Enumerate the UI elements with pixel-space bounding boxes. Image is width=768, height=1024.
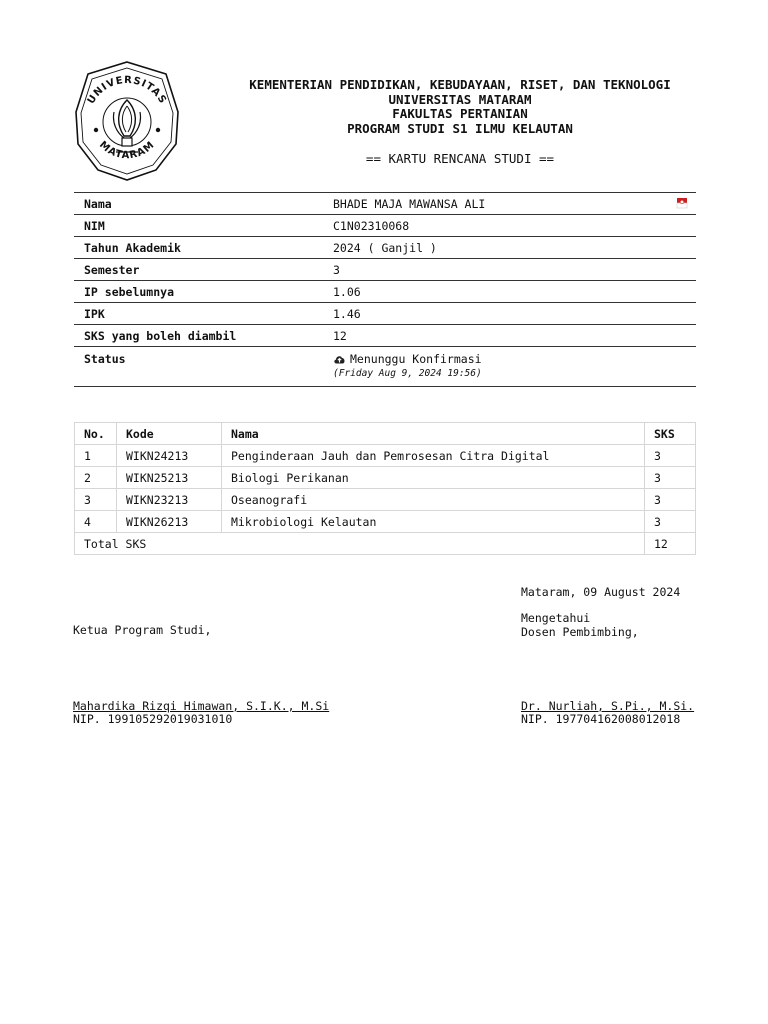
total-label: Total SKS xyxy=(75,533,645,555)
table-row xyxy=(75,467,696,489)
info-label: Tahun Akademik xyxy=(84,240,181,255)
course-sks: 3 xyxy=(645,445,696,467)
course-name: Mikrobiologi Kelautan xyxy=(222,511,645,533)
advisor-title-block xyxy=(521,611,639,639)
course-sks: 3 xyxy=(645,511,696,533)
info-label: SKS yang boleh diambil xyxy=(84,328,237,343)
info-row-sks xyxy=(74,325,696,347)
info-row-semester xyxy=(74,259,696,281)
info-row-nama xyxy=(74,193,696,215)
course-name: Penginderaan Jauh dan Pemrosesan Citra Digital xyxy=(222,445,645,467)
info-label: Semester xyxy=(84,262,140,277)
total-row xyxy=(75,533,696,555)
table-row xyxy=(75,489,696,511)
info-row-nim xyxy=(74,215,696,237)
course-no: 3 xyxy=(75,489,117,511)
head-nip: NIP. 199105292019031010 xyxy=(73,712,233,726)
course-name: Oseanografi xyxy=(222,489,645,511)
total-sks: 12 xyxy=(645,533,696,555)
info-label: Nama xyxy=(84,196,112,211)
course-code: WIKN25213 xyxy=(117,467,222,489)
col-header-no: No. xyxy=(75,423,117,445)
course-no: 4 xyxy=(75,511,117,533)
head-name: Mahardika Rizqi Himawan, S.I.K., M.Si xyxy=(73,699,330,713)
table-row xyxy=(75,445,696,467)
info-label: IP sebelumnya xyxy=(84,284,175,299)
col-header-nama: Nama xyxy=(222,423,645,445)
status-cell xyxy=(323,347,696,387)
advisor-name: Dr. Nurliah, S.Pi., M.Si. xyxy=(521,699,695,713)
course-code: WIKN24213 xyxy=(117,445,222,467)
logo-top-text: UNIVERSITAS xyxy=(85,74,169,107)
mengetahui-label: Mengetahui xyxy=(521,611,591,625)
allowed-sks: 12 xyxy=(333,328,347,343)
table-row xyxy=(75,511,696,533)
advisor-nip: NIP. 197704162008012018 xyxy=(521,712,681,726)
university-line: UNIVERSITAS MATARAM xyxy=(388,91,532,107)
student-nim: C1N02310068 xyxy=(333,218,410,233)
course-code: WIKN23213 xyxy=(117,489,222,511)
info-row-ip xyxy=(74,281,696,303)
document-title: == KARTU RENCANA STUDI == xyxy=(365,151,555,166)
col-header-sks: SKS xyxy=(645,423,696,445)
program-line: PROGRAM STUDI S1 ILMU KELAUTAN xyxy=(347,120,573,136)
advisor-title: Dosen Pembimbing, xyxy=(521,625,639,639)
info-row-tahun xyxy=(74,237,696,259)
course-no: 1 xyxy=(75,445,117,467)
student-name: BHADE MAJA MAWANSA ALI xyxy=(333,196,486,211)
previous-ip: 1.06 xyxy=(333,284,361,299)
status-timestamp: (Friday Aug 9, 2024 19:56) xyxy=(333,368,482,379)
info-row-ipk xyxy=(74,303,696,325)
advisor-signature xyxy=(521,700,694,726)
academic-year: 2024 ( Ganjil ) xyxy=(333,240,437,255)
course-code: WIKN26213 xyxy=(117,511,222,533)
courses-table xyxy=(74,422,696,555)
university-logo xyxy=(72,60,182,182)
col-header-kode: Kode xyxy=(117,423,222,445)
head-signature xyxy=(73,700,329,726)
courses-header-row xyxy=(75,423,696,445)
ipk-value: 1.46 xyxy=(333,306,361,321)
info-label: Status xyxy=(84,352,126,366)
course-sks: 3 xyxy=(645,467,696,489)
course-name: Biologi Perikanan xyxy=(222,467,645,489)
semester-value: 3 xyxy=(333,262,340,277)
info-label: IPK xyxy=(84,306,105,321)
student-info-table xyxy=(74,192,696,387)
ministry-line: KEMENTERIAN PENDIDIKAN, KEBUDAYAAN, RISET, DAN TEKNOLOGI xyxy=(249,77,671,92)
info-row-status xyxy=(74,347,696,387)
course-sks: 3 xyxy=(645,489,696,511)
cloud-upload-icon xyxy=(333,354,346,364)
head-title: Ketua Program Studi, xyxy=(73,623,212,637)
logo-bottom-text: MATARAM xyxy=(96,139,158,162)
place-date: Mataram, 09 August 2024 xyxy=(521,585,681,599)
info-label: NIM xyxy=(84,218,105,233)
course-no: 2 xyxy=(75,467,117,489)
document-header xyxy=(220,78,700,166)
faculty-line: FAKULTAS PERTANIAN xyxy=(392,106,528,121)
status-text: Menunggu Konfirmasi xyxy=(350,352,482,366)
